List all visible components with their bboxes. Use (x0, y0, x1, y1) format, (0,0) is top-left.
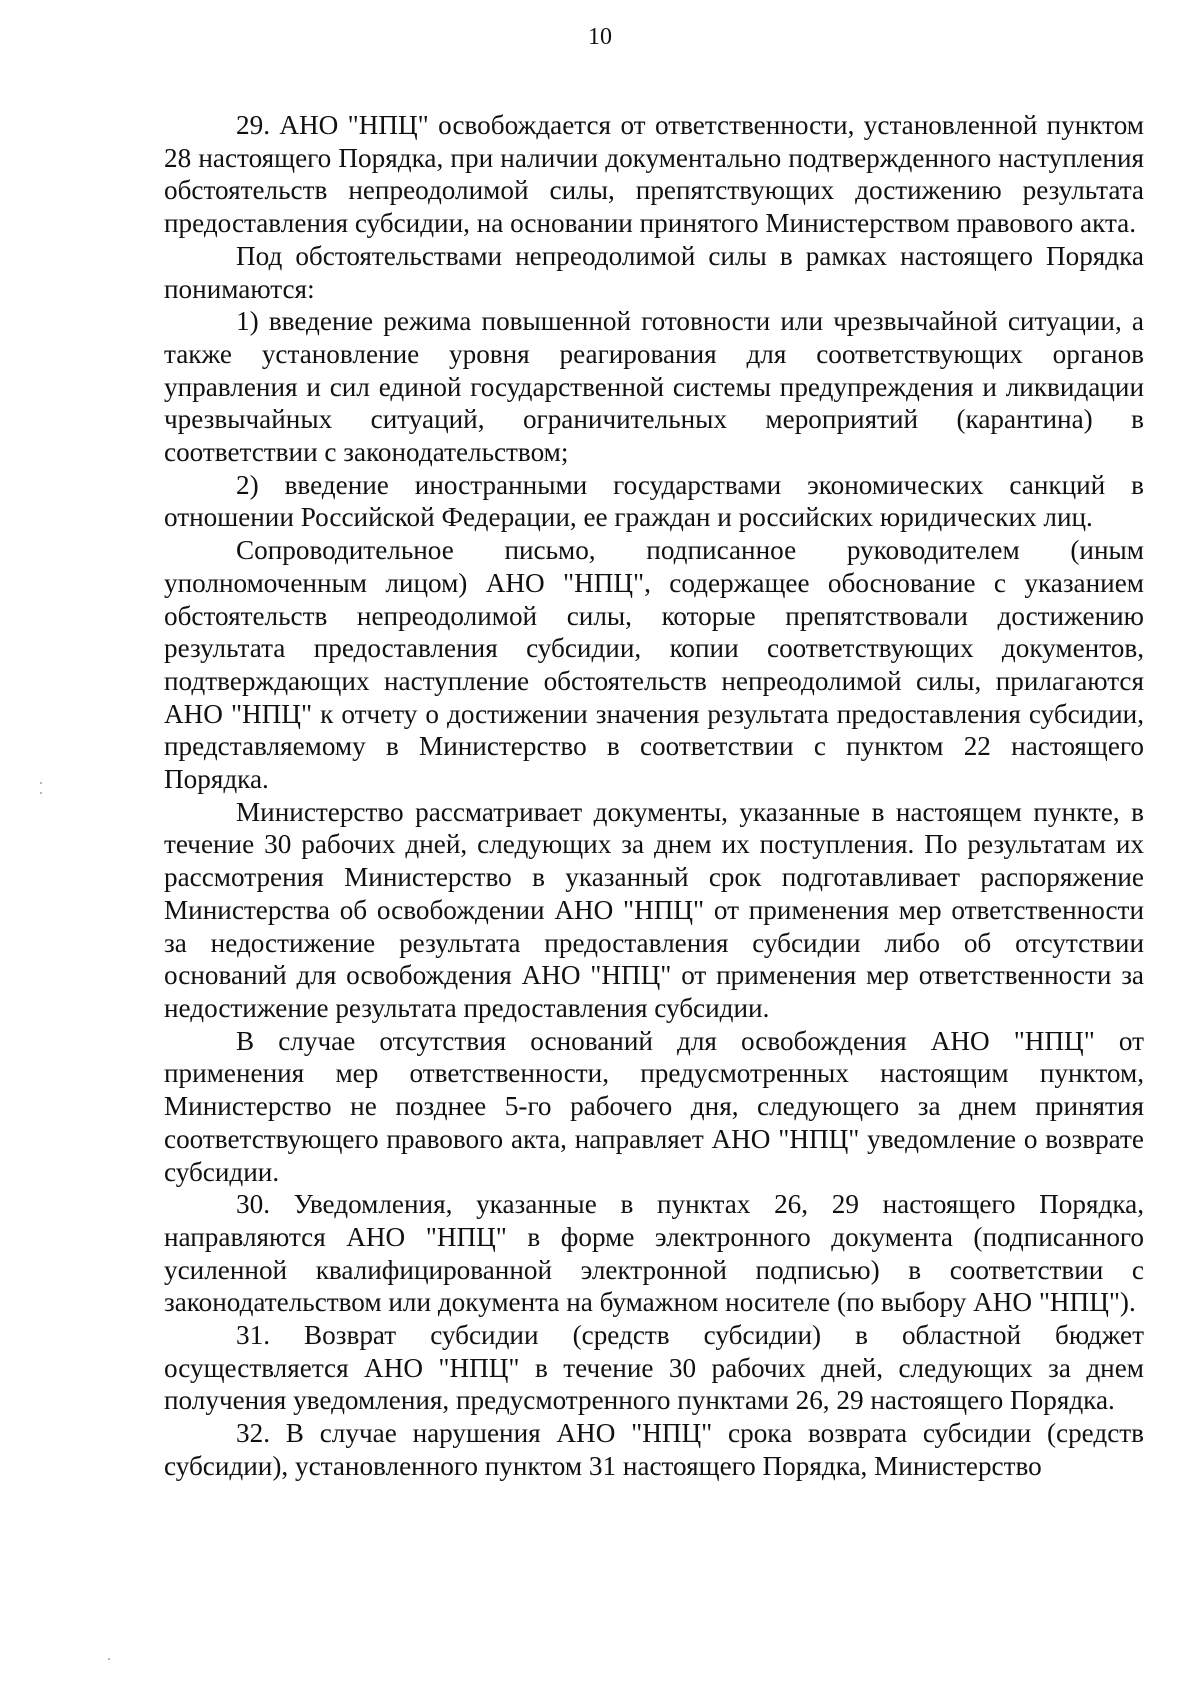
scan-artifact (108, 1658, 110, 1660)
scan-artifact (40, 792, 42, 794)
page-number: 10 (588, 24, 612, 50)
paragraph-force-majeure-intro: Под обстоятельствами непреодолимой силы в рамках настоящего Порядка понимаются: (164, 240, 1144, 304)
scan-artifact (40, 782, 42, 784)
paragraph-cover-letter: Сопроводительное письмо, подписанное руководителем (иным уполномоченным лицом) АНО "НПЦ", содержащее обоснование с указанием обстоятельств непреодолимой силы, которые препятствовали достижению результата предоставления субсидии, копии соответствующих документов, подтверждающих наступление обстоятельств непреодолимой силы, прилагаются АНО "НПЦ" к отчету о достижении значения результата предоставления субсидии, представляемому в Министерство в соответствии с пунктом 22 настоящего Порядка. (164, 535, 1144, 795)
paragraph-no-grounds: В случае отсутствия оснований для освобождения АНО "НПЦ" от применения мер ответственности, предусмотренных настоящим пунктом, Министерство не позднее 5-го рабочего дня, следующего за днем принятия соответствующего правового акта, направляет АНО "НПЦ" уведомление о возврате субсидии. (164, 1025, 1144, 1187)
paragraph-ministry-review: Министерство рассматривает документы, указанные в настоящем пункте, в течение 30 рабочих дней, следующих за днем их поступления. По результатам их рассмотрения Министерство в указанный срок подготавливает распоряжение Министерства об освобождении АНО "НПЦ" от применения мер ответственности за недостижение результата предоставления субсидии либо об отсутствии оснований для освобождения АНО "НПЦ" от применения мер ответственности за недостижение результата предоставления субсидии. (164, 796, 1144, 1023)
paragraph-29: 29. АНО "НПЦ" освобождается от ответственности, установленной пунктом 28 настоящего Порядка, при наличии документально подтвержденного наступления обстоятельств непреодолимой силы, препятствующих достижению результата предоставления субсидии, на основании принятого Министерством правового акта. (164, 110, 1144, 239)
paragraph-item-1: 1) введение режима повышенной готовности или чрезвычайной ситуации, а также установление уровня реагирования для соответствующих органов управления и сил единой государственной системы предупреждения и ликвидации чрезвычайных ситуаций, ограничительных мероприятий (карантина) в соответствии с законодательством; (164, 306, 1144, 468)
paragraph-32: 32. В случае нарушения АНО "НПЦ" срока возврата субсидии (средств субсидии), установленного пунктом 31 настоящего Порядка, Министерство (164, 1418, 1144, 1481)
document-body (164, 109, 1144, 1483)
paragraph-item-2: 2) введение иностранными государствами экономических санкций в отношении Российской Федерации, ее граждан и российских юридических лиц. (164, 469, 1144, 533)
paragraph-31: 31. Возврат субсидии (средств субсидии) в областной бюджет осуществляется АНО "НПЦ" в течение 30 рабочих дней, следующих за днем получения уведомления, предусмотренного пунктами 26, 29 настоящего Порядка. (164, 1320, 1144, 1416)
paragraph-30: 30. Уведомления, указанные в пунктах 26, 29 настоящего Порядка, направляются АНО "НПЦ" в форме электронного документа (подписанного усиленной квалифицированной электронной подписью) в соответствии с законодательством или документа на бумажном носителе (по выбору АНО "НПЦ"). (164, 1189, 1144, 1318)
